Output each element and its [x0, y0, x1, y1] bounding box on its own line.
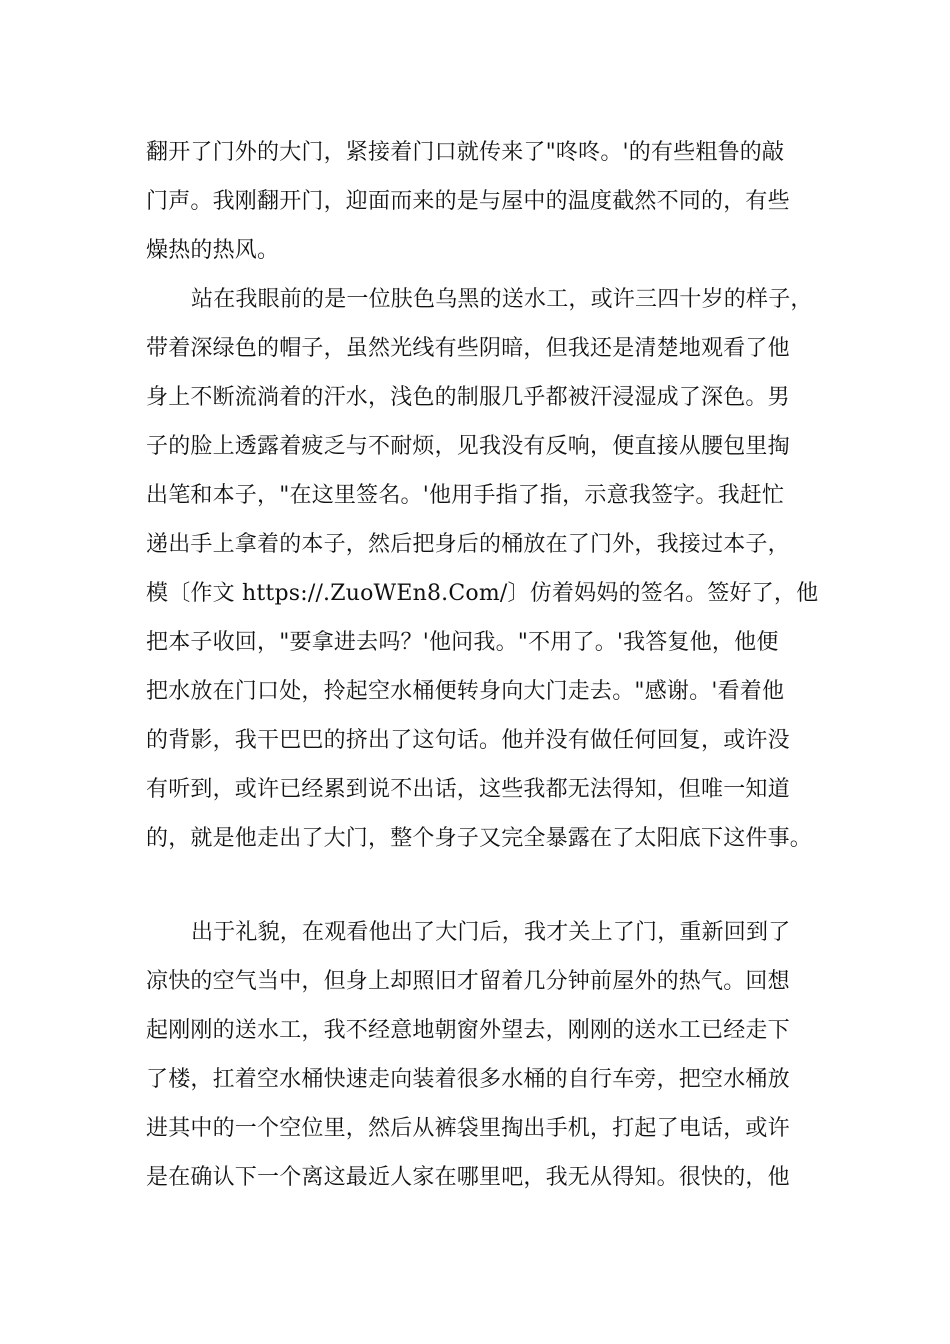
text-line: 把本子收回，"要拿进去吗？'他问我。"不用了。'我答复他，他便: [146, 630, 779, 655]
text-line: 身上不断流淌着的汗水，浅色的制服几乎都被汗浸湿成了深色。男: [146, 385, 790, 410]
text-line: 是在确认下一个离这最近人家在哪里吧，我无从得知。很快的，他: [146, 1165, 790, 1190]
paragraph-3: [146, 908, 826, 1202]
text-line: 出笔和本子，"在这里签名。'他用手指了指，示意我签字。我赶忙: [146, 483, 785, 508]
text-line: 燥热的热风。: [146, 238, 280, 263]
paragraph-2: [146, 275, 826, 863]
text-line: 递出手上拿着的本子，然后把身后的桶放在了门外，我接过本子，: [146, 532, 790, 557]
text-line: 站在我眼前的是一位肤色乌黑的送水工，或许三四十岁的样子，: [191, 287, 813, 312]
paragraph-spacer: [146, 863, 826, 908]
text-line: 模〔作文 https://.ZuoWEn8.Com/〕仿着妈妈的签名。签好了，他: [146, 581, 819, 606]
text-line: 把水放在门口处，拎起空水桶便转身向大门走去。"感谢。'看着他: [146, 679, 785, 704]
paragraph-1: [146, 128, 826, 275]
text-line: 凉快的空气当中，但身上却照旧才留着几分钟前屋外的热气。回想: [146, 969, 790, 994]
article-body: [146, 128, 826, 1202]
text-line: 进其中的一个空位里，然后从裤袋里掏出手机，打起了电话，或许: [146, 1116, 790, 1141]
text-line: 翻开了门外的大门，紧接着门口就传来了"咚咚。'的有些粗鲁的敲: [146, 140, 785, 165]
text-line: 出于礼貌，在观看他出了大门后，我才关上了门，重新回到了: [191, 920, 791, 945]
text-line: 了楼，扛着空水桶快速走向装着很多水桶的自行车旁，把空水桶放: [146, 1067, 790, 1092]
text-line: 起刚刚的送水工，我不经意地朝窗外望去，刚刚的送水工已经走下: [146, 1018, 790, 1043]
text-line: 有听到，或许已经累到说不出话，这些我都无法得知，但唯一知道: [146, 777, 790, 802]
text-line: 的背影，我干巴巴的挤出了这句话。他并没有做任何回复，或许没: [146, 728, 790, 753]
text-line: 带着深绿色的帽子，虽然光线有些阴暗，但我还是清楚地观看了他: [146, 336, 790, 361]
text-line: 的，就是他走出了大门，整个身子又完全暴露在了太阳底下这件事。: [146, 826, 813, 851]
text-line: 门声。我刚翻开门，迎面而来的是与屋中的温度截然不同的，有些: [146, 189, 790, 214]
text-line: 子的脸上透露着疲乏与不耐烦，见我没有反响，便直接从腰包里掏: [146, 434, 790, 459]
